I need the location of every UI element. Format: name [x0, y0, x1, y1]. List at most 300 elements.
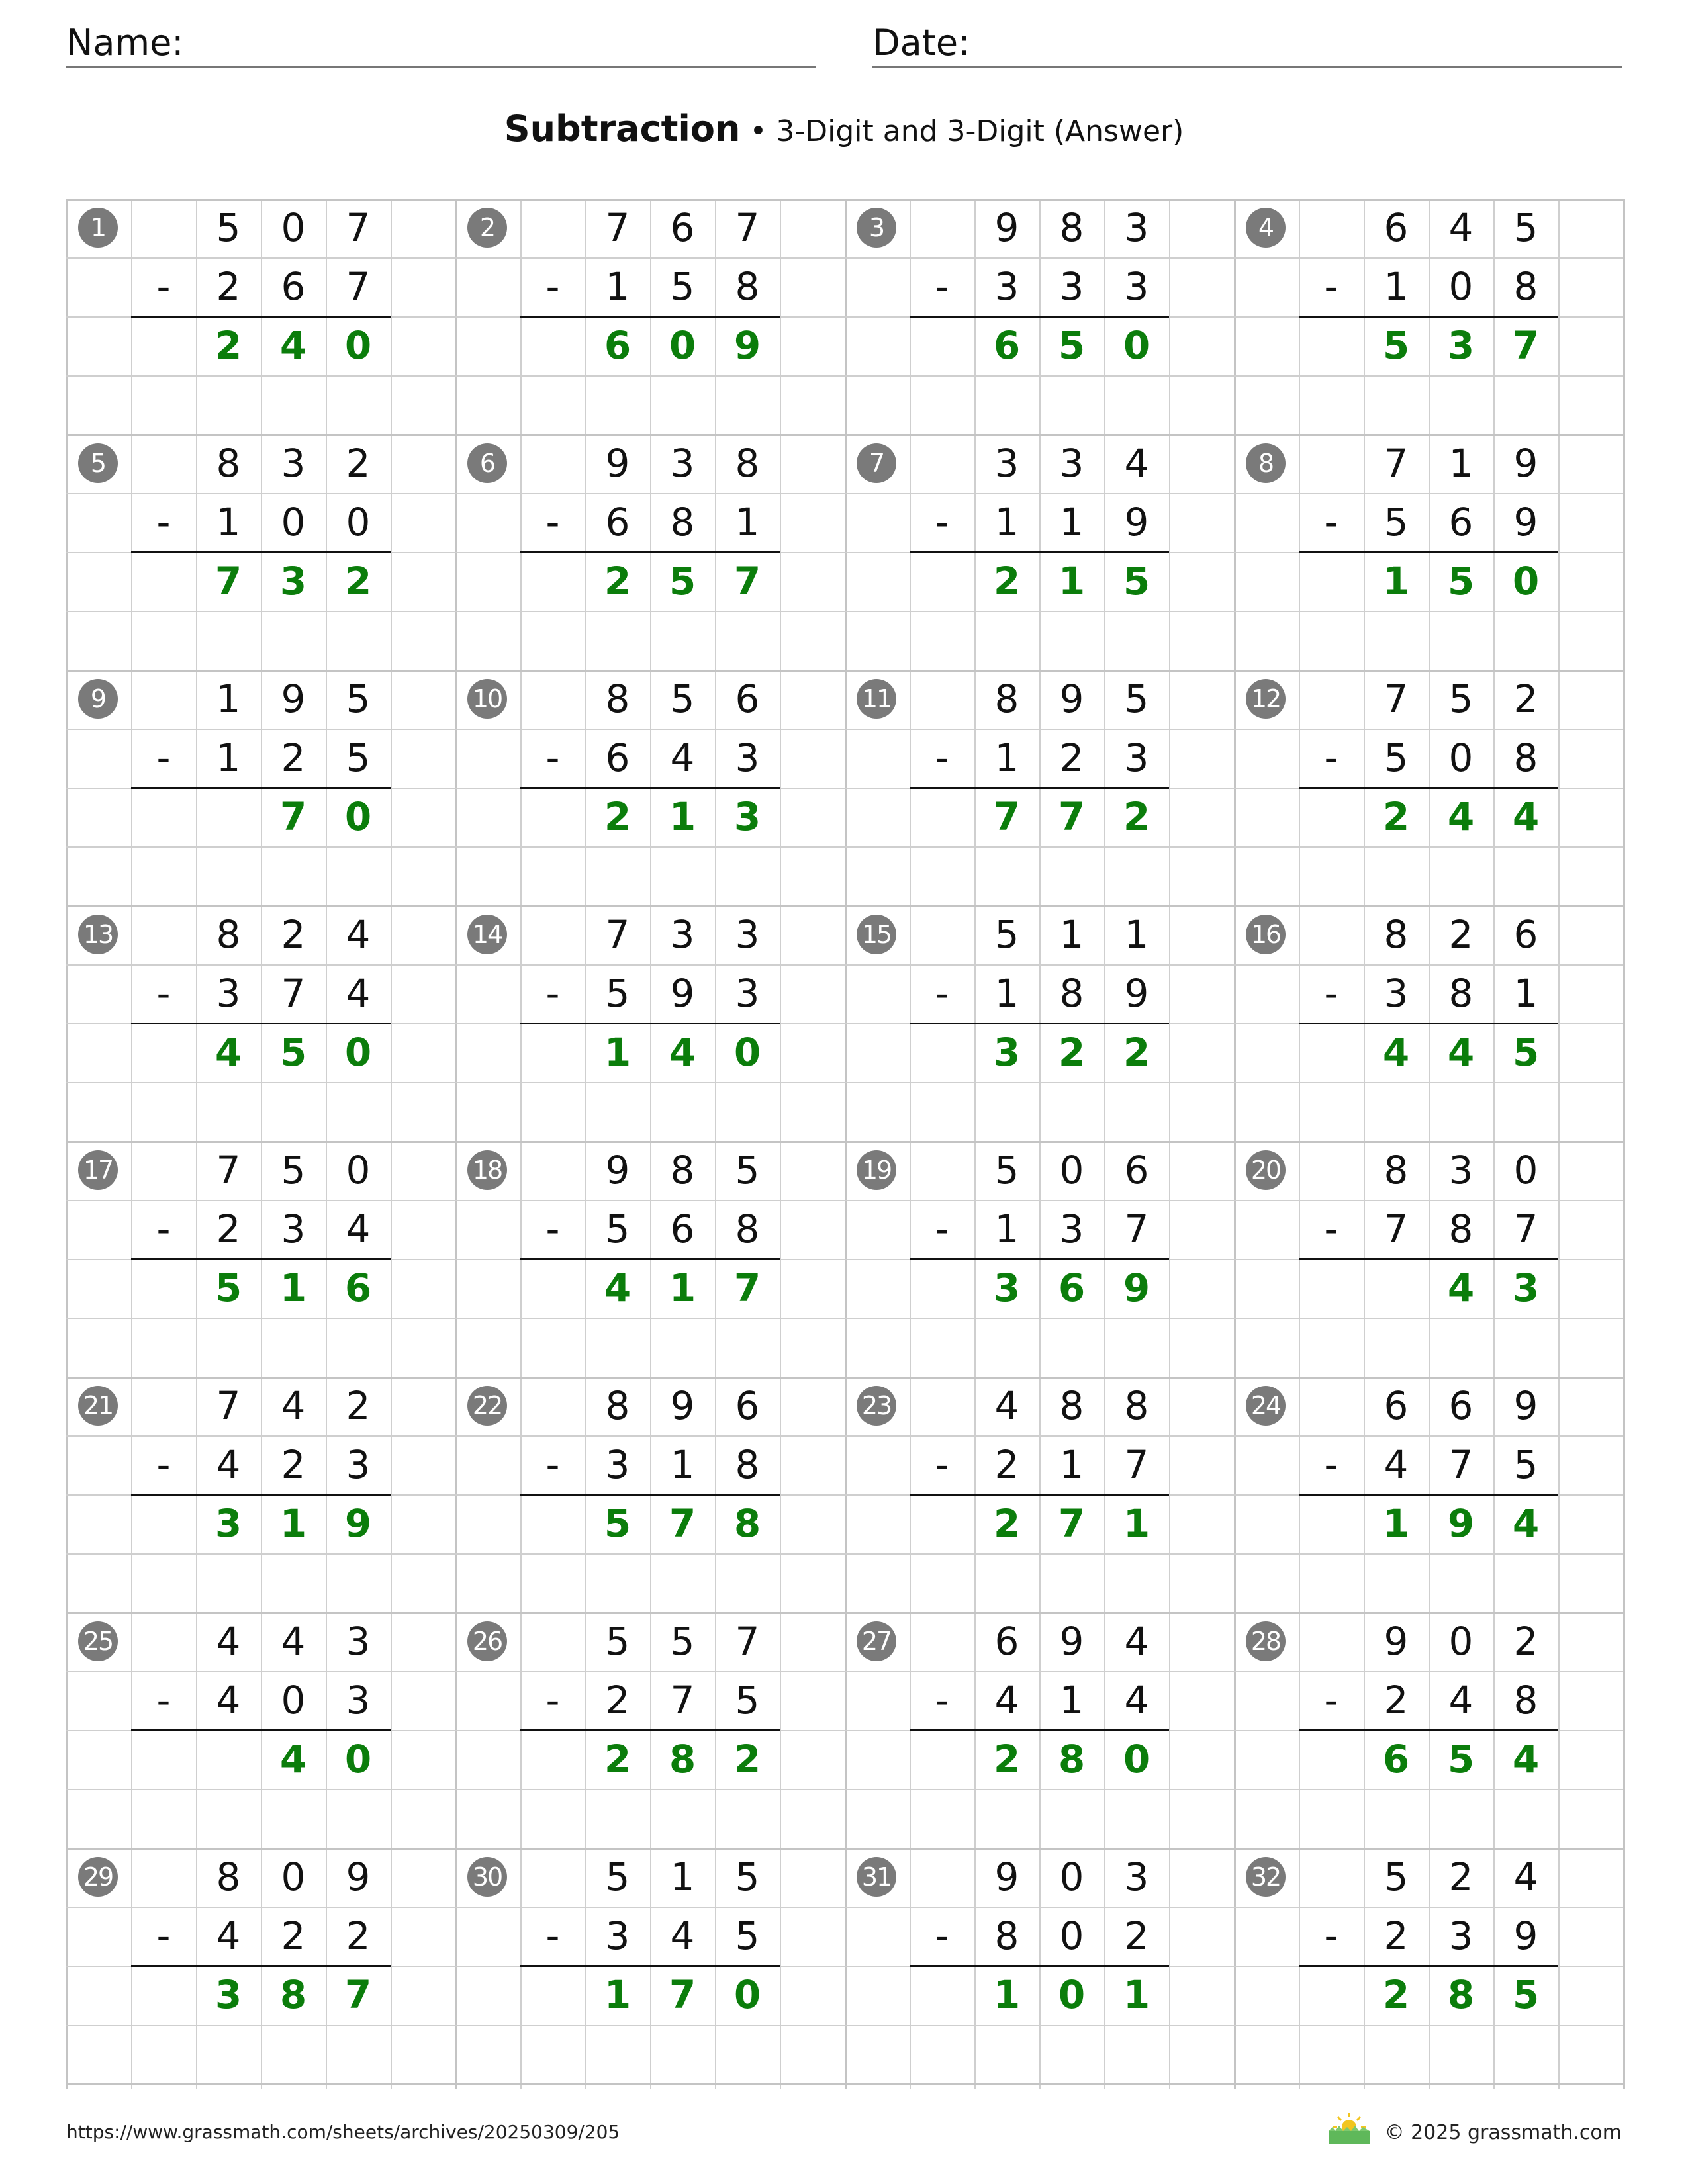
subtrahend-digit: 2	[346, 1913, 371, 1958]
minuend-digit: 8	[1059, 205, 1084, 250]
minuend-digit: 3	[281, 441, 306, 486]
answer-rule	[131, 1023, 391, 1024]
minuend-digit: 9	[1383, 1619, 1409, 1664]
problem-block	[1234, 434, 1623, 670]
problem-block	[455, 670, 845, 905]
minuend-digit: 8	[735, 441, 760, 486]
subtrahend-digit: 0	[281, 500, 306, 545]
answer-digit: 2	[344, 559, 372, 604]
problem-number-badge: 30	[467, 1857, 507, 1897]
answer-rule	[910, 787, 1169, 789]
subtrahend-digit: 4	[1383, 1442, 1409, 1487]
answer-digit: 2	[1058, 1030, 1086, 1075]
title-main: Subtraction	[504, 108, 741, 150]
minuend-digit: 7	[735, 205, 760, 250]
subtrahend-digit: 5	[1513, 1442, 1538, 1487]
subtrahend-digit: 5	[605, 1206, 630, 1251]
answer-rule	[910, 1965, 1169, 1967]
minus-sign: -	[1324, 1913, 1338, 1958]
problem-block	[455, 905, 845, 1141]
answer-digit: 3	[1512, 1265, 1540, 1310]
subtrahend-digit: 2	[281, 735, 306, 780]
minus-sign: -	[935, 500, 949, 545]
subtrahend-digit: 6	[281, 264, 306, 309]
minuend-digit: 2	[346, 441, 371, 486]
answer-digit: 2	[1382, 1972, 1410, 2017]
subtrahend-digit: 1	[994, 971, 1019, 1016]
subtrahend-digit: 6	[670, 1206, 695, 1251]
answer-rule	[131, 316, 391, 318]
answer-digit: 0	[1123, 1737, 1150, 1782]
subtrahend-digit: 1	[605, 264, 630, 309]
answer-rule	[131, 551, 391, 553]
subtrahend-digit: 7	[1448, 1442, 1474, 1487]
name-line	[66, 66, 816, 68]
problem-number-badge: 28	[1246, 1621, 1286, 1661]
answer-rule	[131, 1494, 391, 1496]
subtrahend-digit: 1	[216, 500, 241, 545]
minuend-digit: 8	[605, 676, 630, 721]
answer-digit: 4	[1382, 1030, 1410, 1075]
date-field[interactable]	[872, 22, 1622, 64]
answer-digit: 7	[669, 1501, 696, 1546]
problem-number-badge: 14	[467, 915, 507, 954]
answer-digit: 0	[344, 794, 372, 839]
answer-digit: 4	[279, 1737, 307, 1782]
minuend-digit: 6	[1383, 205, 1409, 250]
title-sub: • 3-Digit and 3-Digit (Answer)	[740, 114, 1184, 148]
problem-block	[845, 1612, 1234, 1848]
subtrahend-digit: 3	[1448, 1913, 1474, 1958]
minuend-digit: 7	[1383, 676, 1409, 721]
minuend-digit: 9	[994, 1854, 1019, 1899]
minus-sign: -	[1324, 735, 1338, 780]
minuend-digit: 0	[1513, 1148, 1538, 1193]
answer-digit: 8	[1058, 1737, 1086, 1782]
subtrahend-digit: 2	[216, 1206, 241, 1251]
answer-digit: 1	[604, 1972, 632, 2017]
problem-block	[845, 434, 1234, 670]
subtrahend-digit: 4	[1448, 1678, 1474, 1723]
problem-number-badge: 8	[1246, 443, 1286, 483]
problem-block	[455, 199, 845, 434]
minuend-digit: 8	[216, 441, 241, 486]
minuend-digit: 6	[1448, 1383, 1474, 1428]
problem-number-badge: 11	[857, 679, 896, 719]
minus-sign: -	[156, 500, 171, 545]
subtrahend-digit: 3	[735, 735, 760, 780]
subtrahend-digit: 3	[216, 971, 241, 1016]
minuend-digit: 6	[1383, 1383, 1409, 1428]
minuend-digit: 3	[1059, 441, 1084, 486]
minuend-digit: 5	[1513, 205, 1538, 250]
answer-rule	[1299, 316, 1558, 318]
answer-digit: 4	[1512, 1501, 1540, 1546]
subtrahend-digit: 8	[670, 500, 695, 545]
answer-digit: 7	[669, 1972, 696, 2017]
minus-sign: -	[1324, 1442, 1338, 1487]
minuend-digit: 7	[605, 912, 630, 957]
problem-number-badge: 29	[78, 1857, 118, 1897]
answer-digit: 6	[1058, 1265, 1086, 1310]
answer-digit: 2	[604, 1737, 632, 1782]
subtrahend-digit: 7	[281, 971, 306, 1016]
answer-digit: 1	[1382, 1501, 1410, 1546]
answer-rule	[520, 316, 780, 318]
answer-rule	[520, 787, 780, 789]
answer-digit: 2	[993, 1737, 1021, 1782]
answer-digit: 5	[1447, 1737, 1475, 1782]
subtrahend-digit: 5	[670, 264, 695, 309]
subtrahend-digit: 4	[216, 1442, 241, 1487]
answer-digit: 4	[669, 1030, 696, 1075]
problem-block	[1234, 905, 1623, 1141]
subtrahend-digit: 0	[1448, 264, 1474, 309]
minuend-digit: 4	[346, 912, 371, 957]
subtrahend-digit: 3	[605, 1442, 630, 1487]
problem-number-badge: 31	[857, 1857, 896, 1897]
subtrahend-digit: 2	[1124, 1913, 1149, 1958]
minuend-digit: 7	[735, 1619, 760, 1664]
minuend-digit: 9	[605, 441, 630, 486]
minuend-digit: 5	[346, 676, 371, 721]
subtrahend-digit: 1	[735, 500, 760, 545]
problem-number-badge: 2	[467, 208, 507, 248]
subtrahend-digit: 3	[1383, 971, 1409, 1016]
answer-digit: 0	[1123, 323, 1150, 368]
minuend-digit: 5	[735, 1148, 760, 1193]
answer-digit: 3	[1447, 323, 1475, 368]
subtrahend-digit: 3	[1059, 264, 1084, 309]
minuend-digit: 3	[1124, 1854, 1149, 1899]
minuend-digit: 4	[994, 1383, 1019, 1428]
minuend-digit: 9	[1059, 676, 1084, 721]
minuend-digit: 6	[735, 1383, 760, 1428]
minuend-digit: 9	[1513, 1383, 1538, 1428]
minuend-digit: 8	[1059, 1383, 1084, 1428]
subtrahend-digit: 3	[1124, 264, 1149, 309]
subtrahend-digit: 1	[216, 735, 241, 780]
minus-sign: -	[156, 735, 171, 780]
answer-digit: 3	[214, 1972, 242, 2017]
answer-digit: 1	[1382, 559, 1410, 604]
answer-digit: 9	[1123, 1265, 1150, 1310]
problem-number-badge: 5	[78, 443, 118, 483]
subtrahend-digit: 2	[216, 264, 241, 309]
subtrahend-digit: 1	[994, 1206, 1019, 1251]
minuend-digit: 5	[735, 1854, 760, 1899]
problem-block	[1234, 199, 1623, 434]
subtrahend-digit: 8	[1513, 1678, 1538, 1723]
minuend-digit: 8	[1124, 1383, 1149, 1428]
minuend-digit: 0	[281, 205, 306, 250]
problem-block	[1234, 1377, 1623, 1612]
minus-sign: -	[545, 1678, 560, 1723]
minuend-digit: 0	[1059, 1148, 1084, 1193]
minuend-digit: 8	[605, 1383, 630, 1428]
subtrahend-digit: 1	[994, 735, 1019, 780]
answer-rule	[910, 1023, 1169, 1024]
minus-sign: -	[545, 971, 560, 1016]
minuend-digit: 9	[994, 205, 1019, 250]
problem-number-badge: 4	[1246, 208, 1286, 248]
answer-rule	[910, 1729, 1169, 1731]
minus-sign: -	[545, 1913, 560, 1958]
answer-digit: 0	[1512, 559, 1540, 604]
subtrahend-digit: 3	[994, 264, 1019, 309]
answer-rule	[520, 1258, 780, 1260]
subtrahend-digit: 7	[670, 1678, 695, 1723]
minuend-digit: 9	[1059, 1619, 1084, 1664]
subtrahend-digit: 0	[1448, 735, 1474, 780]
page-title	[0, 106, 1688, 155]
problem-number-badge: 1	[78, 208, 118, 248]
subtrahend-digit: 2	[1059, 735, 1084, 780]
answer-digit: 5	[214, 1265, 242, 1310]
answer-digit: 7	[993, 794, 1021, 839]
answer-digit: 7	[1512, 323, 1540, 368]
minus-sign: -	[935, 971, 949, 1016]
subtrahend-digit: 7	[346, 264, 371, 309]
problem-block	[455, 1848, 845, 2083]
subtrahend-digit: 3	[346, 1442, 371, 1487]
subtrahend-digit: 1	[1383, 264, 1409, 309]
minuend-digit: 1	[670, 1854, 695, 1899]
answer-rule	[520, 1494, 780, 1496]
footer-copyright: © 2025 grassmath.com	[1384, 2121, 1622, 2144]
subtrahend-digit: 2	[281, 1913, 306, 1958]
subtrahend-digit: 5	[1383, 735, 1409, 780]
problem-block	[845, 670, 1234, 905]
subtrahend-digit: 5	[605, 971, 630, 1016]
problem-block	[845, 199, 1234, 434]
minuend-digit: 5	[1124, 676, 1149, 721]
answer-digit: 6	[1382, 1737, 1410, 1782]
answer-digit: 5	[1058, 323, 1086, 368]
answer-rule	[520, 1729, 780, 1731]
subtrahend-digit: 4	[1124, 1678, 1149, 1723]
subtrahend-digit: 3	[281, 1206, 306, 1251]
answer-digit: 4	[279, 323, 307, 368]
minuend-digit: 4	[281, 1619, 306, 1664]
problem-number-badge: 16	[1246, 915, 1286, 954]
problem-number-badge: 32	[1246, 1857, 1286, 1897]
answer-rule	[910, 316, 1169, 318]
minuend-digit: 5	[216, 205, 241, 250]
problem-block	[1234, 670, 1623, 905]
name-field[interactable]	[66, 22, 816, 64]
problem-grid	[66, 199, 1623, 2089]
problem-number-badge: 19	[857, 1150, 896, 1190]
subtrahend-digit: 4	[994, 1678, 1019, 1723]
subtrahend-digit: 4	[216, 1913, 241, 1958]
minuend-digit: 5	[670, 1619, 695, 1664]
minus-sign: -	[1324, 500, 1338, 545]
answer-digit: 2	[604, 559, 632, 604]
minuend-digit: 6	[1124, 1148, 1149, 1193]
problem-number-badge: 27	[857, 1621, 896, 1661]
minuend-digit: 2	[1448, 912, 1474, 957]
subtrahend-digit: 1	[994, 500, 1019, 545]
minuend-digit: 8	[994, 676, 1019, 721]
answer-digit: 0	[733, 1030, 761, 1075]
answer-rule	[1299, 1494, 1558, 1496]
minuend-digit: 7	[216, 1383, 241, 1428]
minus-sign: -	[545, 735, 560, 780]
problem-number-badge: 25	[78, 1621, 118, 1661]
answer-digit: 5	[1123, 559, 1150, 604]
subtrahend-digit: 3	[605, 1913, 630, 1958]
answer-digit: 7	[344, 1972, 372, 2017]
problem-number-badge: 15	[857, 915, 896, 954]
problem-number-badge: 21	[78, 1386, 118, 1426]
subtrahend-digit: 3	[1059, 1206, 1084, 1251]
minuend-digit: 0	[1448, 1619, 1474, 1664]
subtrahend-digit: 7	[1513, 1206, 1538, 1251]
subtrahend-digit: 6	[605, 735, 630, 780]
problem-number-badge: 23	[857, 1386, 896, 1426]
subtrahend-digit: 8	[1513, 735, 1538, 780]
problem-block	[455, 434, 845, 670]
answer-digit: 0	[669, 323, 696, 368]
answer-digit: 5	[1512, 1030, 1540, 1075]
minuend-digit: 3	[1448, 1148, 1474, 1193]
minuend-digit: 7	[216, 1148, 241, 1193]
minus-sign: -	[935, 264, 949, 309]
minuend-digit: 8	[216, 912, 241, 957]
minuend-digit: 3	[735, 912, 760, 957]
problem-block	[66, 905, 455, 1141]
minus-sign: -	[935, 1442, 949, 1487]
minuend-digit: 7	[1383, 441, 1409, 486]
subtrahend-digit: 5	[735, 1678, 760, 1723]
problem-block	[1234, 1848, 1623, 2083]
minuend-digit: 3	[670, 912, 695, 957]
answer-digit: 2	[1382, 794, 1410, 839]
answer-digit: 8	[669, 1737, 696, 1782]
minus-sign: -	[1324, 1678, 1338, 1723]
answer-digit: 0	[344, 1030, 372, 1075]
answer-digit: 7	[214, 559, 242, 604]
problem-block	[66, 1141, 455, 1377]
problem-block	[455, 1141, 845, 1377]
answer-digit: 9	[344, 1501, 372, 1546]
minuend-digit: 1	[1448, 441, 1474, 486]
subtrahend-digit: 9	[1513, 1913, 1538, 1958]
problem-block	[66, 199, 455, 434]
problem-number-badge: 7	[857, 443, 896, 483]
minuend-digit: 2	[1513, 1619, 1538, 1664]
subtrahend-digit: 4	[670, 735, 695, 780]
subtrahend-digit: 2	[994, 1442, 1019, 1487]
answer-digit: 2	[993, 1501, 1021, 1546]
subtrahend-digit: 9	[1124, 971, 1149, 1016]
minuend-digit: 6	[1513, 912, 1538, 957]
subtrahend-digit: 5	[1383, 500, 1409, 545]
answer-digit: 6	[344, 1265, 372, 1310]
answer-digit: 7	[733, 1265, 761, 1310]
problem-number-badge: 20	[1246, 1150, 1286, 1190]
minuend-digit: 2	[346, 1383, 371, 1428]
subtrahend-digit: 8	[1448, 1206, 1474, 1251]
subtrahend-digit: 2	[281, 1442, 306, 1487]
subtrahend-digit: 5	[346, 735, 371, 780]
subtrahend-digit: 1	[670, 1442, 695, 1487]
subtrahend-digit: 2	[1383, 1678, 1409, 1723]
answer-digit: 2	[993, 559, 1021, 604]
answer-rule	[131, 1965, 391, 1967]
minuend-digit: 3	[346, 1619, 371, 1664]
date-label: Date:	[872, 22, 970, 64]
answer-digit: 5	[1512, 1972, 1540, 2017]
minuend-digit: 8	[216, 1854, 241, 1899]
answer-rule	[1299, 551, 1558, 553]
minus-sign: -	[156, 1442, 171, 1487]
problem-block	[1234, 1141, 1623, 1377]
problem-number-badge: 18	[467, 1150, 507, 1190]
answer-rule	[1299, 1023, 1558, 1024]
answer-digit: 3	[733, 794, 761, 839]
answer-digit: 5	[1382, 323, 1410, 368]
subtrahend-digit: 4	[216, 1678, 241, 1723]
answer-digit: 1	[993, 1972, 1021, 2017]
minuend-digit: 6	[994, 1619, 1019, 1664]
problem-block	[66, 434, 455, 670]
minus-sign: -	[1324, 1206, 1338, 1251]
answer-digit: 1	[669, 794, 696, 839]
answer-digit: 6	[604, 323, 632, 368]
problem-block	[66, 1612, 455, 1848]
minus-sign: -	[545, 500, 560, 545]
minuend-digit: 4	[216, 1619, 241, 1664]
minuend-digit: 4	[1124, 1619, 1149, 1664]
answer-digit: 4	[604, 1265, 632, 1310]
minuend-digit: 5	[670, 676, 695, 721]
answer-digit: 1	[1058, 559, 1086, 604]
answer-digit: 9	[1447, 1501, 1475, 1546]
answer-digit: 7	[733, 559, 761, 604]
answer-digit: 5	[1447, 559, 1475, 604]
subtrahend-digit: 4	[346, 1206, 371, 1251]
minus-sign: -	[156, 264, 171, 309]
minuend-digit: 3	[670, 441, 695, 486]
answer-digit: 2	[1123, 794, 1150, 839]
minuend-digit: 2	[1513, 676, 1538, 721]
answer-digit: 4	[1512, 1737, 1540, 1782]
minuend-digit: 9	[1513, 441, 1538, 486]
answer-digit: 1	[279, 1265, 307, 1310]
minus-sign: -	[156, 1678, 171, 1723]
answer-digit: 1	[604, 1030, 632, 1075]
minus-sign: -	[156, 1206, 171, 1251]
answer-digit: 4	[214, 1030, 242, 1075]
subtrahend-digit: 1	[1059, 500, 1084, 545]
subtrahend-digit: 1	[1059, 1442, 1084, 1487]
footer-url[interactable]: https://www.grassmath.com/sheets/archives/20250309/205	[66, 2121, 620, 2143]
minuend-digit: 7	[346, 205, 371, 250]
minuend-digit: 2	[1448, 1854, 1474, 1899]
answer-digit: 0	[733, 1972, 761, 2017]
subtrahend-digit: 7	[1383, 1206, 1409, 1251]
subtrahend-digit: 7	[1124, 1442, 1149, 1487]
answer-digit: 3	[214, 1501, 242, 1546]
minuend-digit: 9	[346, 1854, 371, 1899]
minuend-digit: 5	[1383, 1854, 1409, 1899]
minus-sign: -	[1324, 264, 1338, 309]
name-label: Name:	[66, 22, 184, 64]
grid-vline	[1623, 199, 1625, 2089]
minuend-digit: 4	[1513, 1854, 1538, 1899]
